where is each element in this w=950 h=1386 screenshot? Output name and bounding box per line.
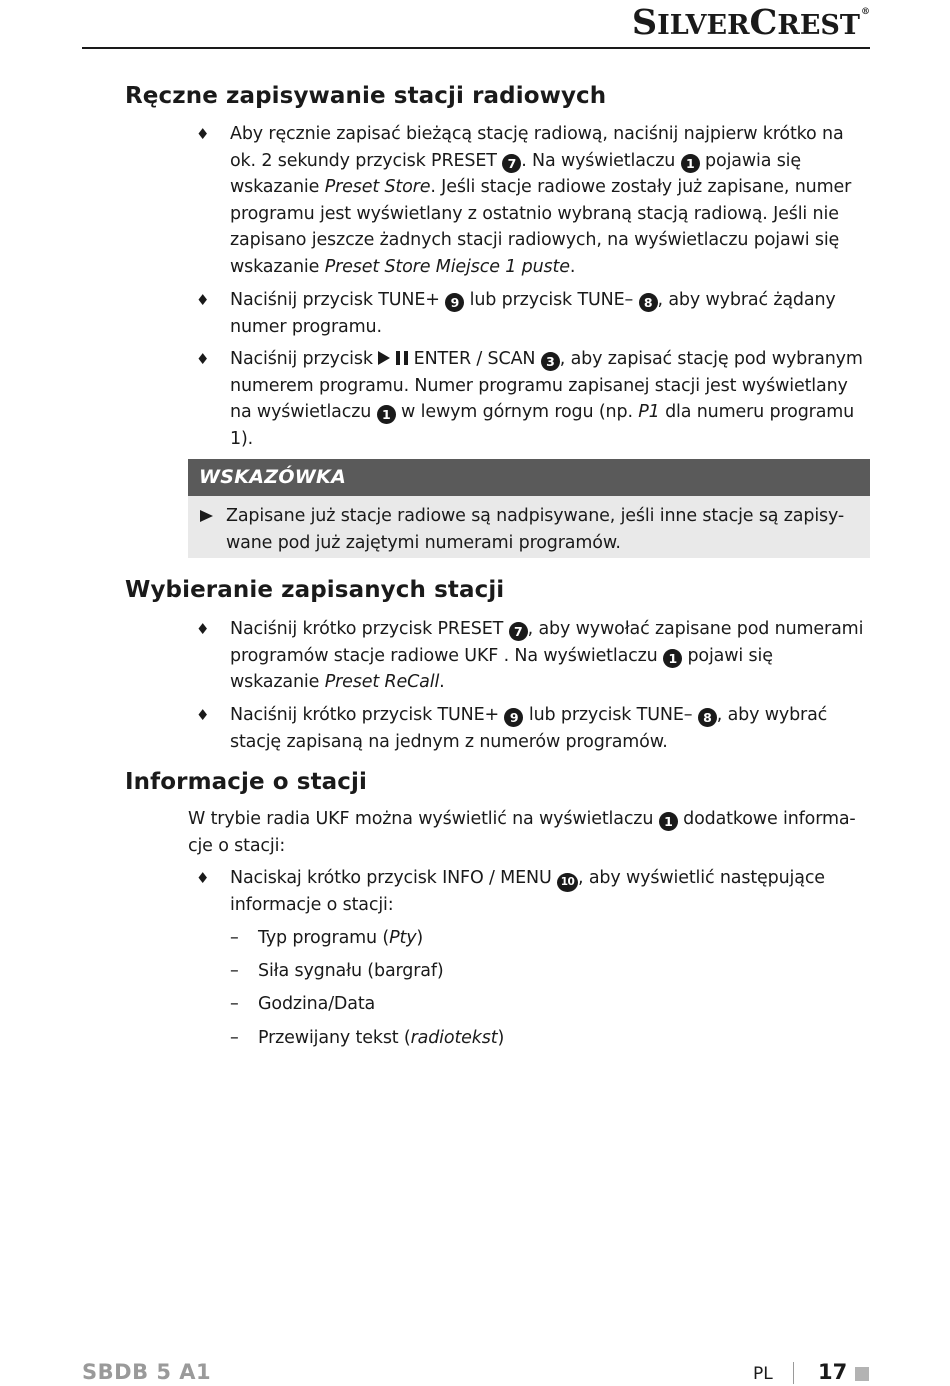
note-text: Zapisane już stacje radiowe są nadpisywane, jeśli inne stacje są zapisy-wane pod już zajętymi numerami programów.: [226, 506, 845, 553]
callout-number-icon: 7: [502, 154, 521, 173]
dash-marker: –: [230, 961, 239, 981]
section-title-recall-stations: Wybieranie zapisanych stacji: [125, 577, 505, 603]
logo-letter: S: [631, 2, 658, 43]
callout-number-icon: 10: [557, 873, 578, 892]
instruction-manual-save-1: Aby ręcznie zapisać bieżącą stację radiową, naciśnij najpierw krótko na ok. 2 sekundy przycisk PRESET 7 . Na wyświetlaczu 1 pojawia się wskazanie Preset Store. Jeśli stacje radiowe zostały już zapisane, numer programu jest wyświetlany z ostatnio wybraną stacją radiową. Jeśli nie zapisano jeszcze żadnych stacji radiowych, na wyświetlaczu pojawi się wskazanie Preset Store Miejsce 1 puste.: [230, 124, 852, 277]
footer-model-number: SBDB 5 A1: [82, 1360, 212, 1384]
logo-letters: ILVER: [657, 10, 750, 41]
section-title-manual-save: Ręczne zapisywanie stacji radiowych: [125, 83, 607, 109]
pause-icon: [396, 351, 408, 365]
play-icon: [378, 351, 390, 365]
callout-number-icon: 1: [681, 154, 700, 173]
note-heading: WSKAZÓWKA: [199, 466, 347, 488]
logo-letter: C: [749, 2, 778, 43]
station-info-intro: W trybie radia UKF można wyświetlić na wyświetlaczu 1 dodatkowe informa-cje o stacji:: [188, 809, 856, 856]
info-item-radiotext: Przewijany tekst (radiotekst): [258, 1028, 505, 1048]
callout-number-icon: 8: [639, 293, 658, 312]
dash-marker: –: [230, 928, 239, 948]
brand-logo: [632, 2, 870, 43]
arrow-right-icon: [200, 510, 213, 522]
registered-mark: ®: [861, 7, 870, 17]
instruction-recall-2: Naciśnij krótko przycisk TUNE+ 9 lub przycisk TUNE– 8 , aby wybrać stację zapisaną na jednym z numerów programów.: [230, 705, 828, 752]
callout-number-icon: 1: [377, 405, 396, 424]
dash-marker: –: [230, 1028, 239, 1048]
footer-separator: [793, 1362, 794, 1384]
bullet-icon: ♦: [196, 291, 210, 309]
footer-square-icon: [855, 1367, 869, 1381]
info-item-time-date: Godzina/Data: [258, 994, 376, 1014]
header-rule: [82, 47, 870, 49]
section-title-station-info: Informacje o stacji: [125, 769, 368, 795]
instruction-manual-save-2: Naciśnij przycisk TUNE+ 9 lub przycisk TUNE– 8 , aby wybrać żądany numer programu.: [230, 290, 836, 337]
instruction-manual-save-3: Naciśnij przycisk ENTER / SCAN 3 , aby zapisać stację pod wybranym numerem programu. Numer programu zapisanej stacji jest wyświetlany na wyświetlaczu 1 w lewym górnym rogu (np. P1 dla numeru programu 1).: [230, 349, 863, 449]
page-number: 17: [818, 1360, 848, 1384]
logo-letters: REST: [777, 10, 860, 41]
callout-number-icon: 1: [659, 812, 678, 831]
callout-number-icon: 3: [541, 352, 560, 371]
dash-marker: –: [230, 994, 239, 1014]
bullet-icon: ♦: [196, 125, 210, 143]
bullet-icon: ♦: [196, 869, 210, 887]
note-header: [188, 459, 870, 496]
info-item-program-type: Typ programu (Pty): [258, 928, 424, 948]
info-item-signal-strength: Siła sygnału (bargraf): [258, 961, 444, 981]
bullet-icon: ♦: [196, 620, 210, 638]
instruction-station-info: Naciskaj krótko przycisk INFO / MENU 10 , aby wyświetlić następujące informacje o stacji:: [230, 868, 825, 915]
callout-number-icon: 9: [445, 293, 464, 312]
footer-language: PL: [753, 1364, 773, 1384]
callout-number-icon: 1: [663, 649, 682, 668]
callout-number-icon: 9: [504, 708, 523, 727]
bullet-icon: ♦: [196, 350, 210, 368]
callout-number-icon: 8: [698, 708, 717, 727]
callout-number-icon: 7: [509, 622, 528, 641]
bullet-icon: ♦: [196, 706, 210, 724]
instruction-recall-1: Naciśnij krótko przycisk PRESET 7 , aby wywołać zapisane pod numerami programów stacje radiowe UKF . Na wyświetlaczu 1 pojawi się wskazanie Preset ReCall.: [230, 619, 864, 693]
